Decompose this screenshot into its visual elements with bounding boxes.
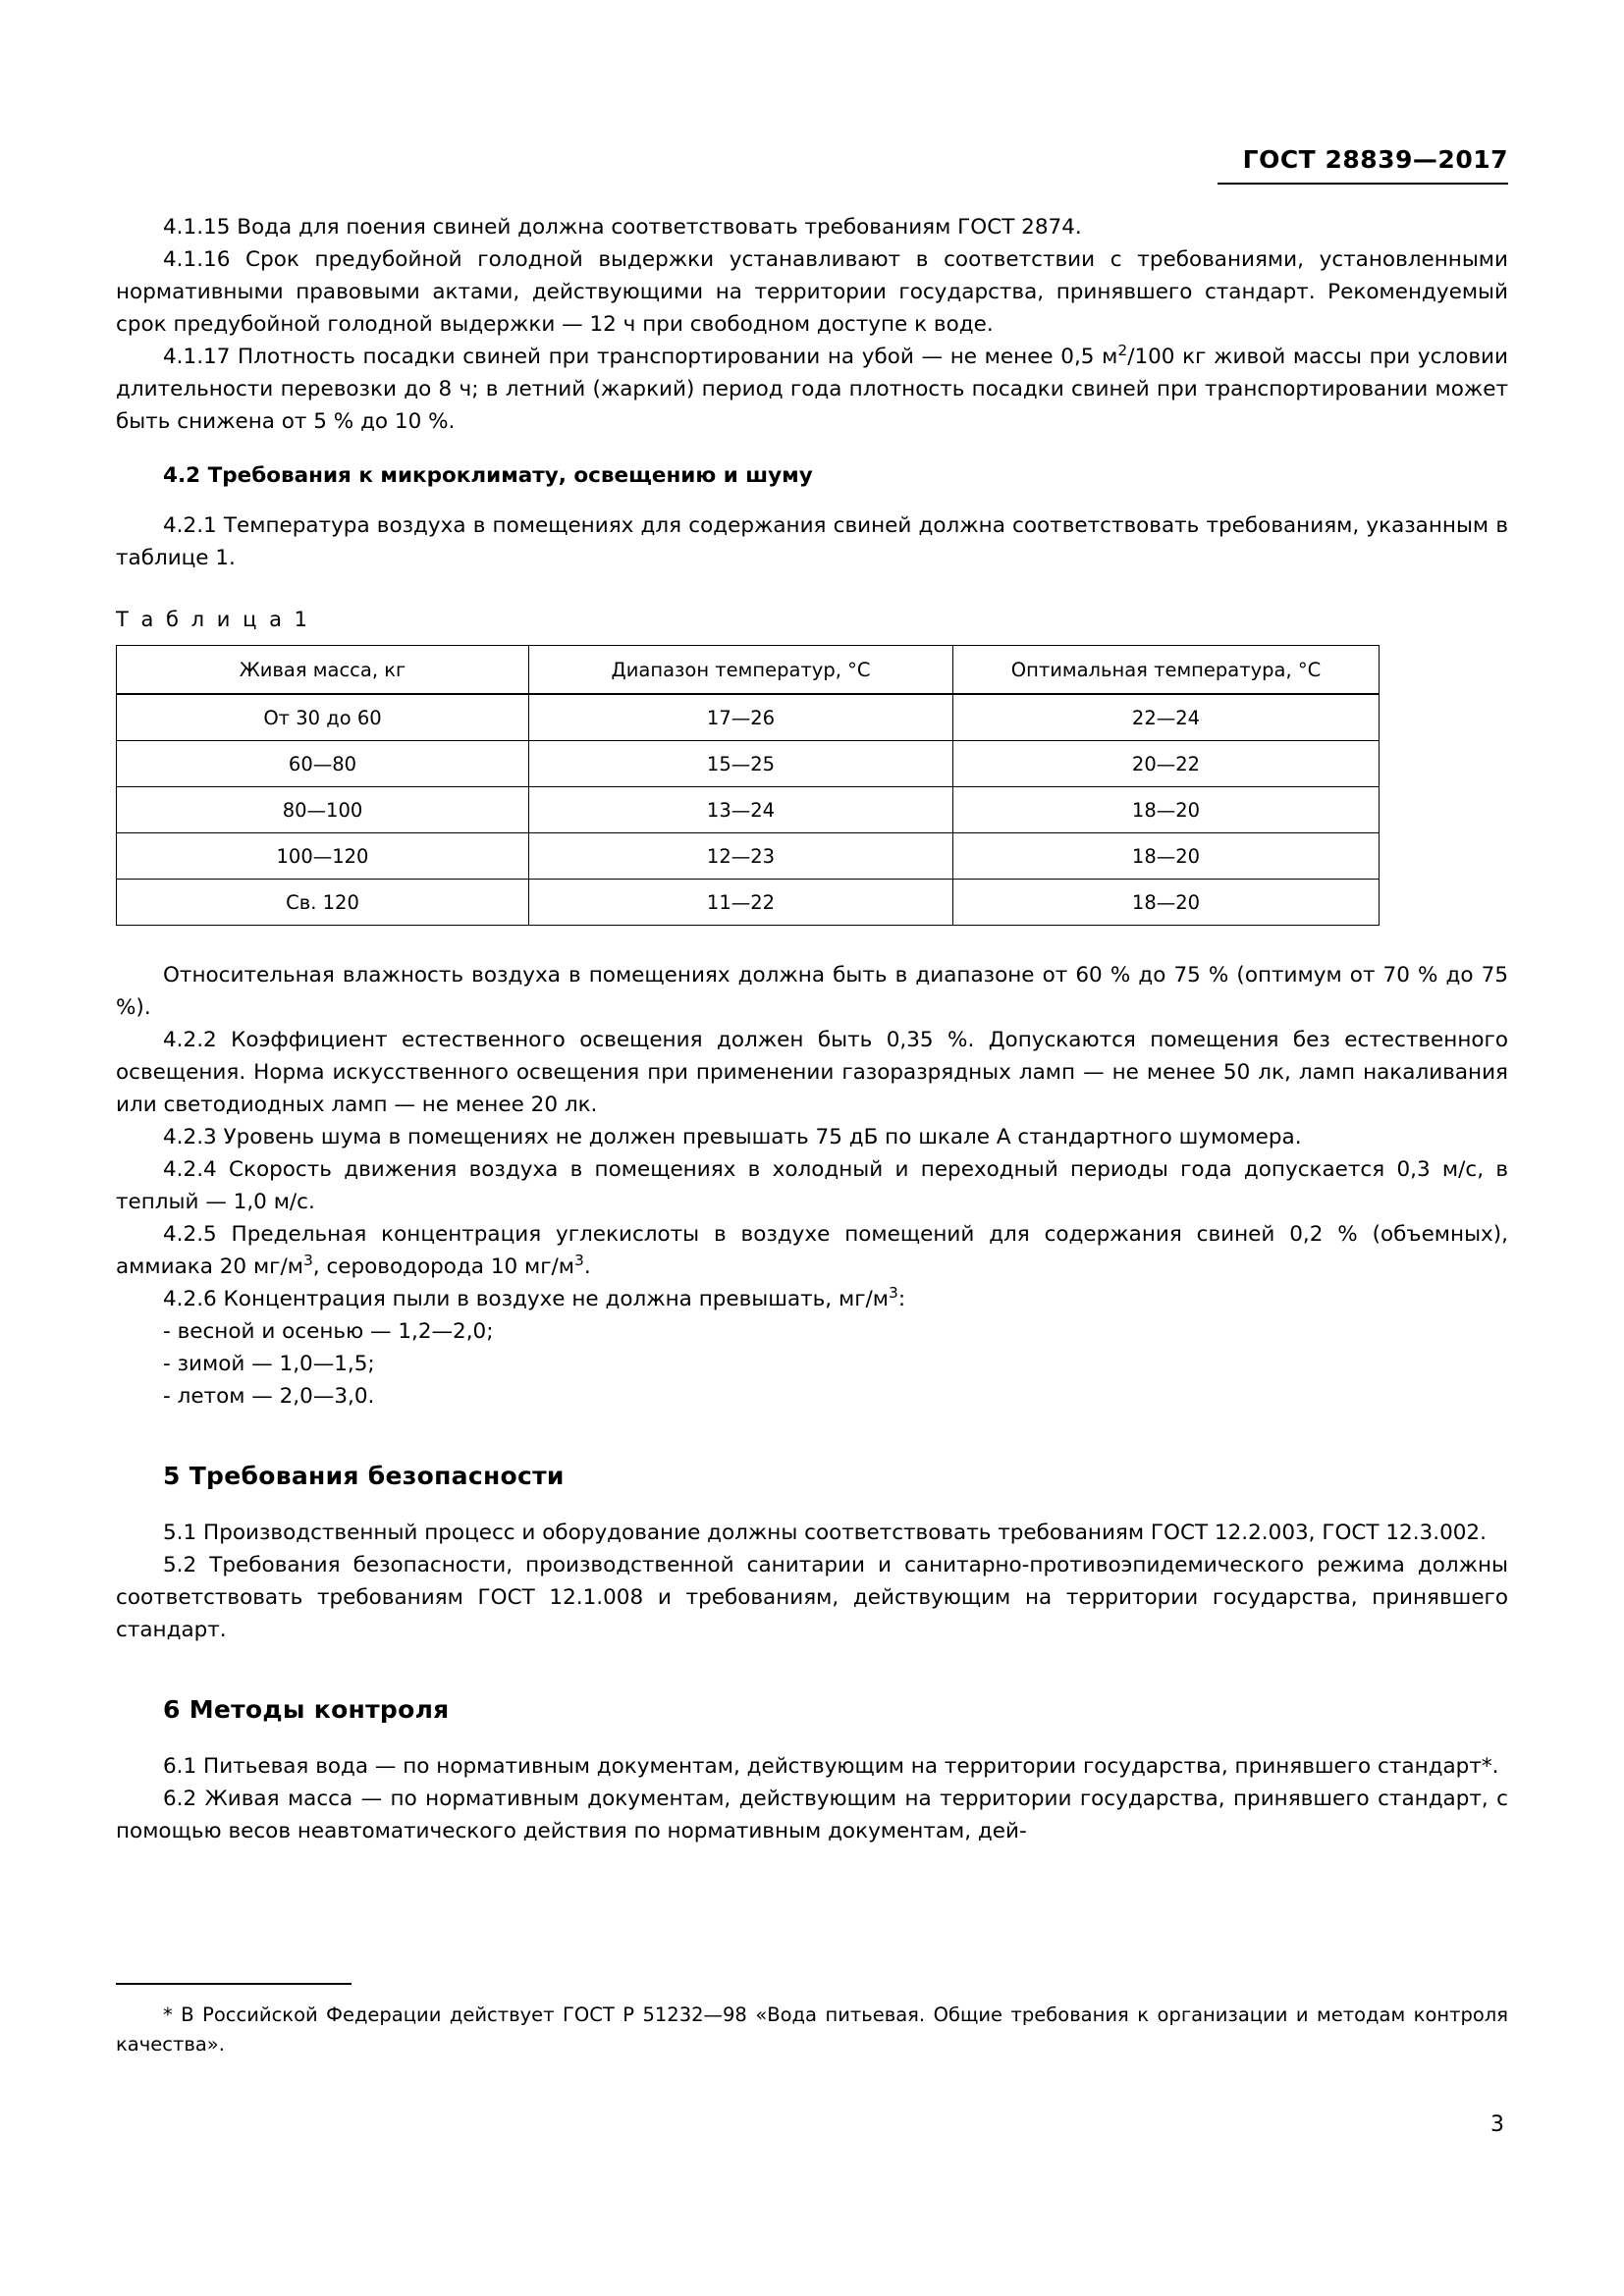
page-content bbox=[116, 211, 1508, 1847]
table-cell: 15—25 bbox=[529, 741, 953, 787]
footnote bbox=[116, 2001, 1508, 2059]
header-divider bbox=[1218, 183, 1508, 185]
paragraph-6-2: 6.2 Живая масса — по нормативным документам, действующим на территории государства, принявшего стандарт, с помощью весов неавтоматического действия по нормативным документам, дей- bbox=[116, 1787, 1508, 1843]
table-cell: 20—22 bbox=[953, 741, 1380, 787]
paragraph-4-1-17: 4.1.17 Плотность посадки свиней при транспортировании на убой — не менее 0,5 $м^2/100$ кг живой массы при условии длительности перевозки до 8 ч; в летний (жаркий) период года плотность посадки свиней при транспортировании может быть снижена от 5 % до 10 %. bbox=[116, 341, 1508, 434]
table-row bbox=[117, 694, 1380, 741]
list-item: - зимой — 1,0—1,5; bbox=[163, 1352, 375, 1376]
table-cell: 11—22 bbox=[529, 880, 953, 926]
table-cell: 17—26 bbox=[529, 694, 953, 741]
paragraph-4-2-6: 4.2.6 Концентрация пыли в воздухе не должна превышать, $мг/м^3$: bbox=[163, 1283, 906, 1311]
table-cell: 18—20 bbox=[953, 787, 1380, 833]
table-cell: 22—24 bbox=[953, 694, 1380, 741]
table-row bbox=[117, 787, 1380, 833]
table-header-cell: Диапазон температур, °С bbox=[529, 646, 953, 695]
superscript-cubic-meters: 3 bbox=[574, 1251, 584, 1269]
table-header-cell: Оптимальная температура, °С bbox=[953, 646, 1380, 695]
footnote-text: * В Российской Федерации действует ГОСТ Р 51232—98 «Вода питьевая. Общие требования к организации и методам контроля качества». bbox=[116, 2003, 1508, 2056]
table-cell: 80—100 bbox=[117, 787, 529, 833]
table-cell: 12—23 bbox=[529, 833, 953, 880]
heading-section-5: 5 Требования безопасности bbox=[163, 1462, 565, 1490]
heading-4-2: 4.2 Требования к микроклимату, освещению и шуму bbox=[163, 463, 813, 488]
page-number: 3 bbox=[1490, 2112, 1504, 2137]
paragraph-4-2-2: 4.2.2 Коэффициент естественного освещения должен быть 0,35 %. Допускаются помещения без естественного освещения. Норма искусственного освещения при применении газоразрядных ламп — не менее 50 лк, ламп накаливания или светодиодных ламп — не менее 20 лк. bbox=[116, 1028, 1508, 1117]
paragraph-4-1-16: 4.1.16 Срок предубойной голодной выдержки устанавливают в соответствии с требованиями, установленными нормативными правовыми актами, действующими на территории государства, принявшего стандарт. Рекомендуемый срок предубойной голодной выдержки — 12 ч при свободном доступе к воде. bbox=[116, 247, 1508, 337]
table-row bbox=[117, 880, 1380, 926]
superscript-cubic-meters: 3 bbox=[302, 1251, 313, 1269]
table-header-cell: Живая масса, кг bbox=[117, 646, 529, 695]
heading-section-6: 6 Методы контроля bbox=[163, 1695, 450, 1724]
paragraph-4-2-3: 4.2.3 Уровень шума в помещениях не должен превышать 75 дБ по шкале А стандартного шумомера. bbox=[163, 1125, 1302, 1149]
paragraph-4-2-5: 4.2.5 Предельная концентрация углекислоты в воздухе помещений для содержания свиней 0,2 % (объемных), аммиака 20 $мг/м^3$, сероводорода 10 $мг/м^3$. bbox=[116, 1222, 1508, 1279]
table-cell: 18—20 bbox=[953, 880, 1380, 926]
superscript-cubic-meters: 3 bbox=[888, 1283, 898, 1302]
list-item: - летом — 2,0—3,0. bbox=[163, 1384, 375, 1409]
table-caption: Т а б л и ц а 1 bbox=[116, 608, 310, 631]
paragraph-4-1-15: 4.1.15 Вода для поения свиней должна соответствовать требованиям ГОСТ 2874. bbox=[163, 215, 1082, 240]
table-cell: 60—80 bbox=[117, 741, 529, 787]
table-cell: 18—20 bbox=[953, 833, 1380, 880]
paragraph-4-2-4: 4.2.4 Скорость движения воздуха в помещениях в холодный и переходный периоды года допускается 0,3 м/с, в теплый — 1,0 м/с. bbox=[116, 1157, 1508, 1214]
table-spacer bbox=[116, 926, 1508, 959]
table-row bbox=[117, 741, 1380, 787]
paragraph-6-1: 6.1 Питьевая вода — по нормативным документам, действующим на территории государства, принявшего стандарт*. bbox=[163, 1754, 1499, 1779]
paragraph-humidity: Относительная влажность воздуха в помещениях должна быть в диапазоне от 60 % до 75 % (оптимум от 70 % до 75 %). bbox=[116, 963, 1508, 1020]
list-item: - весной и осенью — 1,2—2,0; bbox=[163, 1319, 494, 1344]
table-cell: Св. 120 bbox=[117, 880, 529, 926]
table-header-row bbox=[117, 646, 1380, 695]
page-header-standard: ГОСТ 28839—2017 bbox=[1242, 145, 1508, 174]
table-cell: 13—24 bbox=[529, 787, 953, 833]
paragraph-5-1: 5.1 Производственный процесс и оборудование должны соответствовать требованиям ГОСТ 12.2.003, ГОСТ 12.3.002. bbox=[163, 1521, 1487, 1545]
footnote-divider bbox=[116, 1983, 352, 1985]
paragraph-4-2-1: 4.2.1 Температура воздуха в помещениях для содержания свиней должна соответствовать требованиям, указанным в таблице 1. bbox=[116, 513, 1508, 570]
table-row bbox=[117, 833, 1380, 880]
superscript-square-meters: 2 bbox=[1117, 341, 1128, 359]
temperature-table bbox=[116, 645, 1380, 926]
table-cell: От 30 до 60 bbox=[117, 694, 529, 741]
paragraph-5-2: 5.2 Требования безопасности, производственной санитарии и санитарно-противоэпидемического режима должны соответствовать требованиям ГОСТ 12.1.008 и требованиям, действующим на территории государства, принявшего стандарт. bbox=[116, 1553, 1508, 1642]
table-cell: 100—120 bbox=[117, 833, 529, 880]
